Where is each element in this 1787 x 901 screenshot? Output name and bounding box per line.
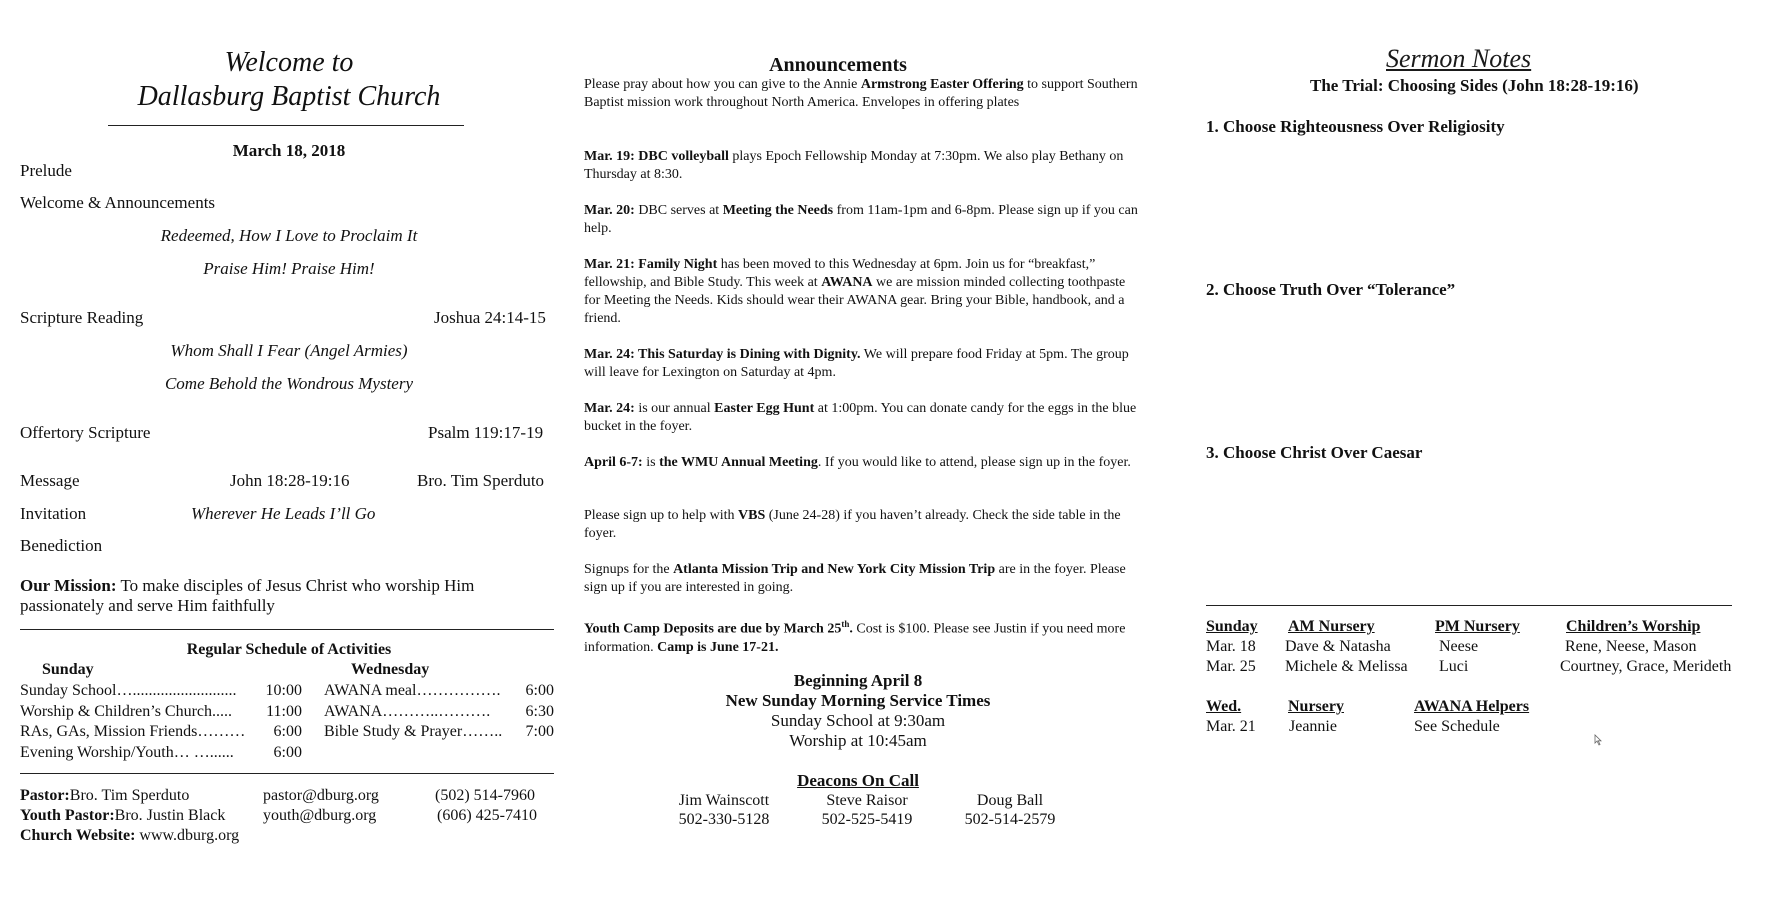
order-welcome: Welcome & Announcements xyxy=(20,193,216,212)
song-title: Redeemed, How I Love to Proclaim It xyxy=(160,226,418,245)
mouse-pointer-icon xyxy=(1594,734,1604,746)
schedule-header: Sunday xyxy=(1206,618,1258,635)
title-divider xyxy=(108,125,464,126)
schedule-cell: Michele & Melissa xyxy=(1285,658,1408,675)
wednesday-heading: Wednesday xyxy=(351,661,430,678)
youth-pastor-phone: (606) 425-7410 xyxy=(437,807,537,824)
schedule-row: Sunday School….......................... 10:00 xyxy=(20,682,302,699)
schedule-cell: Luci xyxy=(1439,658,1469,675)
deacon-entry: Doug Ball 502-514-2579 xyxy=(964,792,1056,828)
pastor-contact: Pastor:Bro. Tim Sperduto xyxy=(20,787,190,804)
order-benediction: Benediction xyxy=(20,536,103,555)
announcement-item: Please sign up to help with VBS (June 24-28) if you haven’t already. Check the side table in the foyer. xyxy=(584,508,1121,541)
welcome-title xyxy=(0,46,578,114)
wednesday-schedule xyxy=(324,681,554,743)
schedule-cell: Rene, Neese, Mason xyxy=(1565,638,1697,655)
order-scripture-reading: Scripture Reading xyxy=(20,308,144,327)
schedule-header: Wed. xyxy=(1206,698,1242,715)
scripture-reading-ref: Joshua 24:14-15 xyxy=(434,308,546,327)
song-title: Come Behold the Wondrous Mystery xyxy=(164,374,414,393)
pastor-email: pastor@dburg.org xyxy=(263,787,379,804)
sermon-point-1: 1. Choose Righteousness Over Religiosity xyxy=(1206,117,1505,136)
mission-statement xyxy=(20,576,474,616)
deacons-title: Deacons On Call xyxy=(797,771,919,790)
announcement-item: Please pray about how you can give to the Annie Armstrong Easter Offering to support Southern Baptist mission work throughout North America. Envelopes in offering plates xyxy=(584,77,1138,110)
order-prelude: Prelude xyxy=(20,161,72,180)
schedule-row: AWANA meal……………. 6:00 xyxy=(324,682,554,699)
sunday-school-time: Sunday School at 9:30am xyxy=(770,711,946,730)
announcement-item: Mar. 24: is our annual Easter Egg Hunt at 1:00pm. You can donate candy for the eggs in the blue bucket in the foyer. xyxy=(584,401,1137,434)
offertory-ref: Psalm 119:17-19 xyxy=(428,423,544,442)
schedule-header: PM Nursery xyxy=(1435,618,1520,635)
welcome-line-2: Dallasburg Baptist Church xyxy=(137,81,441,112)
deacon-entry: Jim Wainscott 502-330-5128 xyxy=(678,792,770,828)
schedule-cell: Mar. 21 xyxy=(1206,718,1256,735)
announcement-item: Mar. 21: Family Night has been moved to this Wednesday at 6pm. Join us for “breakfast,” fellowship, and Bible Study. This week at AWANA we are mission minded collecting toothpaste for Meeting the Needs. Kids should wear their AWANA gear. Bring your Bible, handbook, and a friend. xyxy=(584,257,1126,326)
pastor-name: Bro. Tim Sperduto xyxy=(69,787,190,804)
schedule-cell: Mar. 18 xyxy=(1206,638,1256,655)
song-title: Praise Him! Praise Him! xyxy=(203,259,375,278)
mission-label: Our Mission: xyxy=(20,576,117,595)
schedule-row: Worship & Children’s Church..... 11:00 xyxy=(20,702,302,720)
sermon-point-3: 3. Choose Christ Over Caesar xyxy=(1206,443,1423,462)
new-times-heading: Beginning April 8 xyxy=(793,671,923,690)
sunday-heading: Sunday xyxy=(42,661,94,678)
sermon-notes-title: Sermon Notes xyxy=(1386,44,1532,73)
order-invitation: Invitation xyxy=(20,504,87,523)
schedule-header: Nursery xyxy=(1288,698,1344,715)
youth-pastor-contact: Youth Pastor:Bro. Justin Black xyxy=(20,807,226,824)
deacon-entry: Steve Raisor 502-525-5419 xyxy=(821,792,913,828)
schedule-cell: Courtney, Grace, Merideth xyxy=(1560,658,1732,675)
announcement-item: Mar. 24: This Saturday is Dining with Dignity. We will prepare food Friday at 5pm. The group will leave for Lexington on Saturday at 4pm. xyxy=(584,347,1129,380)
schedule-header: AWANA Helpers xyxy=(1414,698,1530,715)
sermon-subtitle: The Trial: Choosing Sides (John 18:28-19:16) xyxy=(1310,76,1639,95)
schedule-header: AM Nursery xyxy=(1288,618,1375,635)
announcements-title: Announcements xyxy=(769,54,907,76)
section-divider xyxy=(20,773,554,774)
announcement-item: Mar. 20: DBC serves at Meeting the Needs from 11am-1pm and 6-8pm. Please sign up if you can help. xyxy=(584,203,1138,236)
mission-text-2: passionately and serve Him faithfully xyxy=(20,596,275,615)
schedule-cell: Jeannie xyxy=(1289,718,1337,735)
church-website: Church Website: www.dburg.org xyxy=(20,827,240,844)
song-title: Whom Shall I Fear (Angel Armies) xyxy=(170,341,408,360)
service-date: March 18, 2018 xyxy=(232,141,346,160)
schedule-cell: See Schedule xyxy=(1414,718,1500,735)
schedule-title: Regular Schedule of Activities xyxy=(186,641,392,658)
order-offertory: Offertory Scripture xyxy=(20,423,151,442)
schedule-row: Bible Study & Prayer…….. 7:00 xyxy=(324,723,554,740)
schedule-cell: Mar. 25 xyxy=(1206,658,1256,675)
schedule-row: AWANA………..………. 6:30 xyxy=(324,702,554,720)
schedule-row: Evening Worship/Youth… …...... 6:00 xyxy=(20,743,302,761)
new-service-times xyxy=(578,671,1138,751)
announcement-item: Mar. 19: DBC volleyball plays Epoch Fellowship Monday at 7:30pm. We also play Bethany on Thursday at 8:30. xyxy=(584,149,1124,182)
announcement-item: April 6-7: is the WMU Annual Meeting. If you would like to attend, please sign up in the foyer. xyxy=(584,455,1131,470)
welcome-line-1: Welcome to xyxy=(224,47,354,78)
schedule-row: RAs, GAs, Mission Friends……… 6:00 xyxy=(20,723,302,740)
section-divider xyxy=(1206,605,1732,606)
youth-pastor-name: Bro. Justin Black xyxy=(114,807,226,824)
message-speaker: Bro. Tim Sperduto xyxy=(417,471,545,490)
schedule-header: Children’s Worship xyxy=(1566,618,1701,635)
youth-pastor-email: youth@dburg.org xyxy=(263,807,377,824)
invitation-song: Wherever He Leads I’ll Go xyxy=(191,504,376,523)
worship-time: Worship at 10:45am xyxy=(789,731,927,750)
schedule-cell: Dave & Natasha xyxy=(1285,638,1391,655)
announcement-item: Signups for the Atlanta Mission Trip and New York City Mission Trip are in the foyer. Please sign up if you are interested in going. xyxy=(584,562,1126,595)
new-times-subheading: New Sunday Morning Service Times xyxy=(725,691,991,710)
message-ref: John 18:28-19:16 xyxy=(230,471,350,490)
sermon-point-2: 2. Choose Truth Over “Tolerance” xyxy=(1206,280,1456,299)
announcement-item: Youth Camp Deposits are due by March 25th. Cost is $100. Please see Justin if you need more information. Camp is June 17-21. xyxy=(584,619,1126,655)
schedule-cell: Neese xyxy=(1439,638,1479,655)
mission-text: To make disciples of Jesus Christ who worship Him xyxy=(116,576,475,595)
order-message: Message xyxy=(20,471,80,490)
section-divider xyxy=(20,629,554,630)
website-url: www.dburg.org xyxy=(135,827,240,844)
sunday-schedule xyxy=(20,681,302,763)
pastor-phone: (502) 514-7960 xyxy=(435,787,535,804)
